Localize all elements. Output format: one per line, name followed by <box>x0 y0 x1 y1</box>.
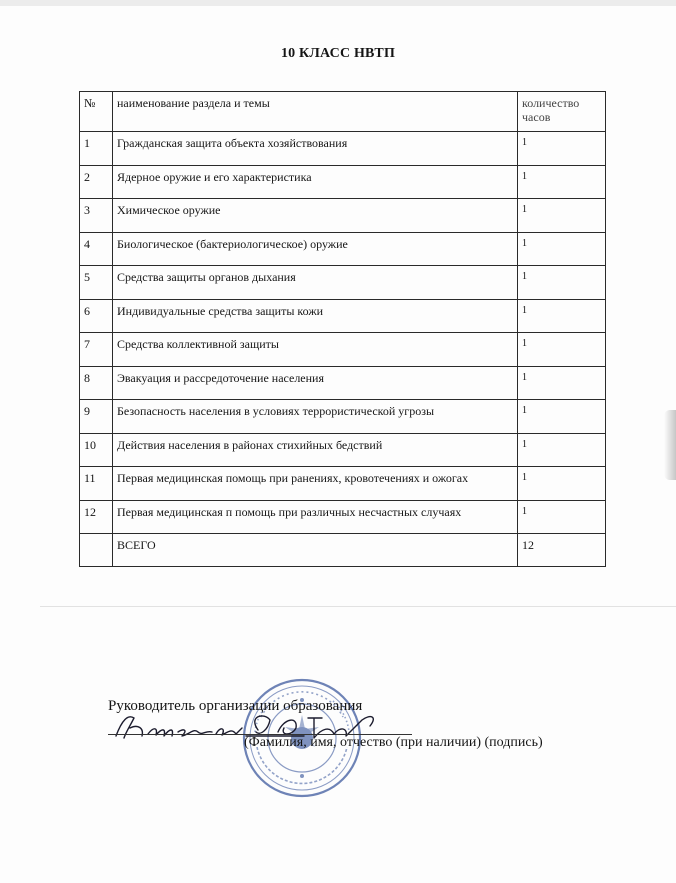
schedule-table <box>79 91 606 567</box>
row-hours: 1 <box>518 366 606 400</box>
table-row <box>80 433 606 467</box>
row-topic: Эвакуация и рассредоточение населения <box>113 366 518 400</box>
row-hours: 1 <box>518 232 606 266</box>
total-number-cell <box>80 534 113 567</box>
row-number: 12 <box>80 500 113 534</box>
row-topic: Средства защиты органов дыхания <box>113 266 518 300</box>
row-number: 7 <box>80 333 113 367</box>
row-topic: Биологическое (бактериологическое) оружие <box>113 232 518 266</box>
row-hours: 1 <box>518 433 606 467</box>
row-topic: Первая медицинская помощь при ранениях, кровотечениях и ожогах <box>113 467 518 501</box>
table-row <box>80 500 606 534</box>
row-number: 10 <box>80 433 113 467</box>
row-number: 1 <box>80 132 113 166</box>
table-row <box>80 400 606 434</box>
row-topic: Ядерное оружие и его характеристика <box>113 165 518 199</box>
row-hours: 1 <box>518 400 606 434</box>
table-row <box>80 299 606 333</box>
row-hours: 1 <box>518 199 606 233</box>
row-number: 5 <box>80 266 113 300</box>
page-fold-line <box>40 606 676 607</box>
row-topic: Гражданская защита объекта хозяйствования <box>113 132 518 166</box>
row-hours: 1 <box>518 165 606 199</box>
row-hours: 1 <box>518 333 606 367</box>
row-topic: Действия населения в районах стихийных бедствий <box>113 433 518 467</box>
table-row <box>80 467 606 501</box>
scan-edge-shadow <box>664 410 676 480</box>
row-topic: Химическое оружие <box>113 199 518 233</box>
row-hours: 1 <box>518 299 606 333</box>
row-topic: Безопасность населения в условиях террористической угрозы <box>113 400 518 434</box>
table-row <box>80 165 606 199</box>
table-row <box>80 366 606 400</box>
table-row <box>80 199 606 233</box>
row-number: 8 <box>80 366 113 400</box>
table-row <box>80 333 606 367</box>
table-row <box>80 132 606 166</box>
table-header-row <box>80 92 606 132</box>
row-hours: 1 <box>518 266 606 300</box>
total-label: ВСЕГО <box>113 534 518 567</box>
scan-top-edge <box>0 0 676 6</box>
total-hours: 12 <box>518 534 606 567</box>
row-number: 2 <box>80 165 113 199</box>
header-topic: наименование раздела и темы <box>113 92 518 132</box>
header-number: № <box>80 92 113 132</box>
row-number: 4 <box>80 232 113 266</box>
row-hours: 1 <box>518 467 606 501</box>
row-hours: 1 <box>518 500 606 534</box>
signature-role-label: Руководитель организации образования <box>108 698 363 714</box>
row-number: 11 <box>80 467 113 501</box>
document-title: 10 КЛАСС НВТП <box>280 46 396 61</box>
row-topic: Индивидуальные средства защиты кожи <box>113 299 518 333</box>
row-number: 3 <box>80 199 113 233</box>
header-hours: количество часов <box>518 92 606 132</box>
row-number: 9 <box>80 400 113 434</box>
row-topic: Средства коллективной защиты <box>113 333 518 367</box>
total-row <box>80 534 606 567</box>
signature-caption: (Фамилия, имя, отчество (при наличии) (подпись) <box>244 735 543 750</box>
row-hours: 1 <box>518 132 606 166</box>
row-topic: Первая медицинская п помощь при различных несчастных случаях <box>113 500 518 534</box>
table-row <box>80 266 606 300</box>
table-row <box>80 232 606 266</box>
row-number: 6 <box>80 299 113 333</box>
